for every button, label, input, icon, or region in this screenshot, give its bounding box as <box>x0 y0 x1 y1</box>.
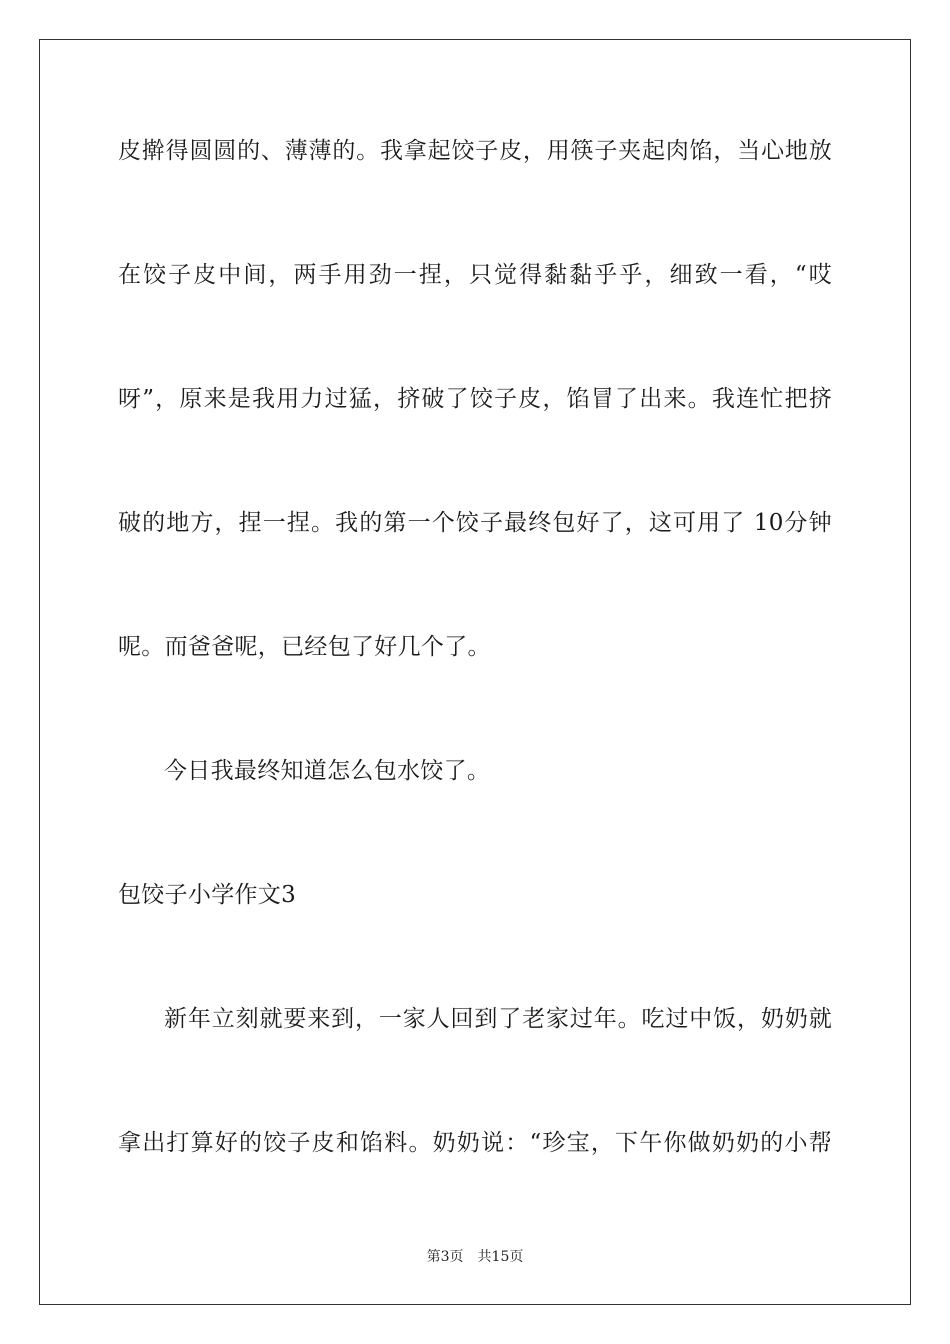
page-total: 共15页 <box>477 1249 524 1265</box>
section-heading: 包饺子小学作文3 <box>118 882 297 908</box>
page-number: 第3页 <box>426 1249 464 1265</box>
page-border <box>39 39 911 1305</box>
paragraph-text: 今日我最终知道怎么包水饺了。 <box>164 758 491 784</box>
paragraph-line: 破的地方，捏一捏。我的第一个饺子最终包好了，这可用了 10分钟 <box>118 510 832 536</box>
paragraph-line: 新年立刻就要来到，一家人回到了老家过年。吃过中饭，奶奶就 <box>164 1006 832 1032</box>
paragraph-line: 呢。而爸爸呢，已经包了好几个了。 <box>118 634 491 660</box>
paragraph-line: 皮擀得圆圆的、薄薄的。我拿起饺子皮，用筷子夹起肉馅，当心地放 <box>118 138 832 164</box>
paragraph-line: 呀”，原来是我用力过猛，挤破了饺子皮，馅冒了出来。我连忙把挤 <box>118 386 832 412</box>
paragraph-line: 在饺子皮中间，两手用劲一捏，只觉得黏黏乎乎，细致一看，“哎 <box>118 262 832 288</box>
page-footer <box>0 1248 950 1266</box>
paragraph-line: 拿出打算好的饺子皮和馅料。奶奶说：“珍宝，下午你做奶奶的小帮 <box>118 1130 832 1156</box>
